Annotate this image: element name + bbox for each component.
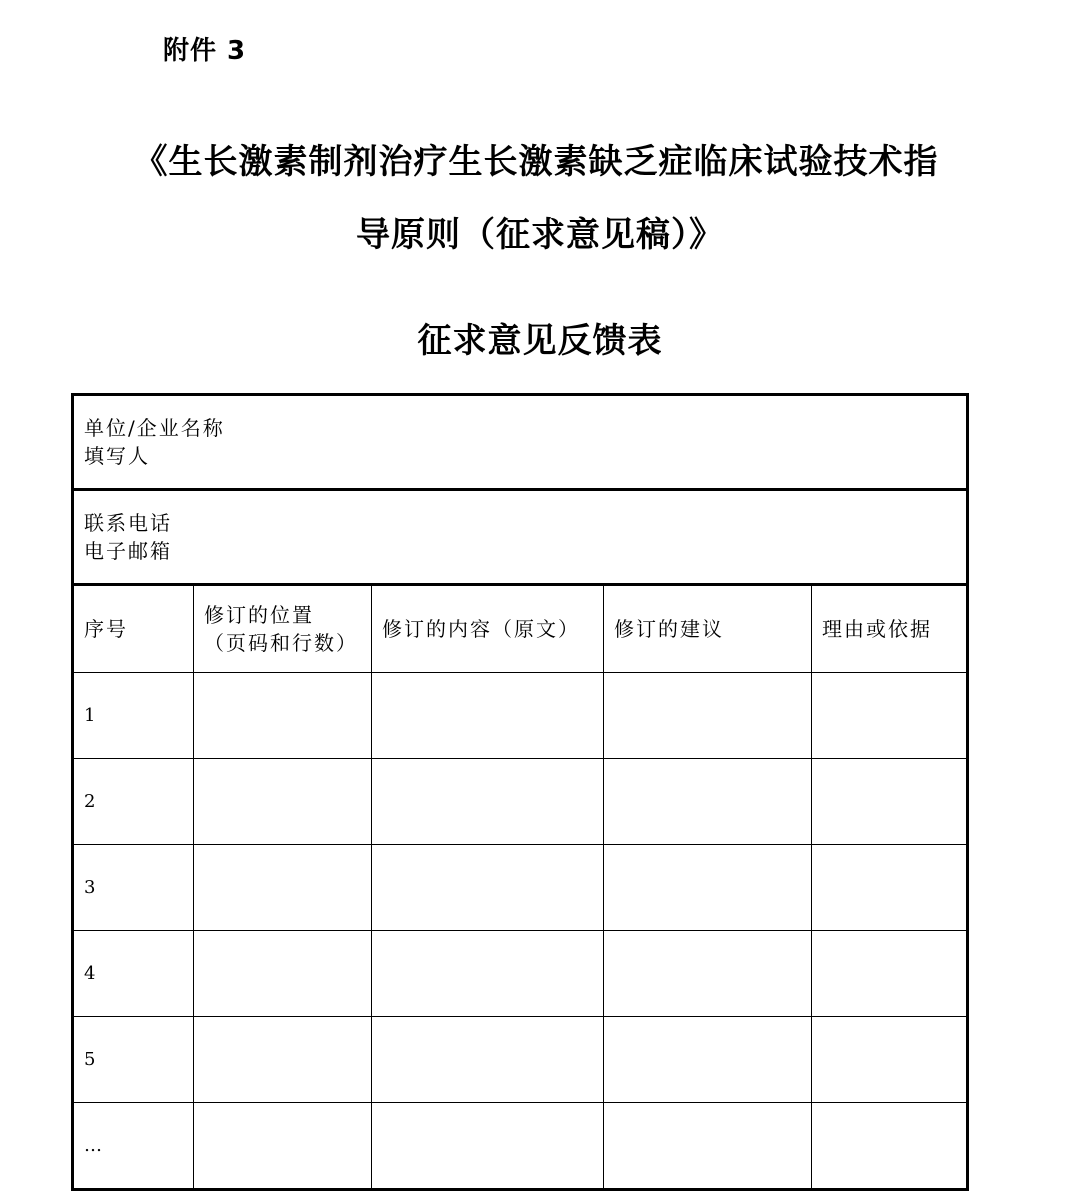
header-position-line2: （页码和行数） [204,631,358,655]
position-cell[interactable] [194,673,372,759]
form-title: 征求意见反馈表 [417,321,663,361]
reason-cell[interactable] [812,931,968,1017]
table-row [73,931,968,1017]
suggestion-cell[interactable] [604,931,812,1017]
reason-cell[interactable] [812,845,968,931]
suggestion-cell[interactable] [604,1017,812,1103]
org-info-cell[interactable] [73,395,968,490]
position-cell[interactable] [194,931,372,1017]
table-row [73,759,968,845]
table-row [73,1017,968,1103]
reason-cell[interactable] [812,1017,968,1103]
org-name-label: 单位/企业名称 [84,416,225,440]
content-cell[interactable] [372,1103,604,1190]
reason-cell[interactable] [812,1103,968,1190]
document-title-line2: 导原则（征求意见稿）》 [356,215,724,255]
content-cell[interactable] [372,845,604,931]
row-number: 3 [73,845,194,931]
suggestion-cell[interactable] [604,673,812,759]
content-cell[interactable] [372,1017,604,1103]
row-number: 1 [73,673,194,759]
row-number: 5 [73,1017,194,1103]
table-row [73,845,968,931]
header-position-line1: 修订的位置 [204,603,314,627]
table-header-row [73,585,968,673]
feedback-form-table [71,393,969,1191]
suggestion-cell[interactable] [604,845,812,931]
position-cell[interactable] [194,759,372,845]
document-title-line1: 《生长激素制剂治疗生长激素缺乏症临床试验技术指 [133,142,939,182]
row-number: 2 [73,759,194,845]
phone-label: 联系电话 [84,511,172,535]
org-info-row [73,395,968,490]
contact-info-row [73,490,968,585]
header-position [194,585,372,673]
row-number: 4 [73,931,194,1017]
position-cell[interactable] [194,1103,372,1190]
header-reason: 理由或依据 [812,585,968,673]
table-row [73,673,968,759]
row-number: … [73,1103,194,1190]
attachment-label: 附件 3 [163,36,247,66]
position-cell[interactable] [194,1017,372,1103]
header-seq: 序号 [73,585,194,673]
table-row [73,1103,968,1190]
content-cell[interactable] [372,931,604,1017]
reason-cell[interactable] [812,673,968,759]
email-label: 电子邮箱 [84,539,172,563]
header-suggestion: 修订的建议 [604,585,812,673]
content-cell[interactable] [372,673,604,759]
content-cell[interactable] [372,759,604,845]
suggestion-cell[interactable] [604,1103,812,1190]
reason-cell[interactable] [812,759,968,845]
suggestion-cell[interactable] [604,759,812,845]
filler-label: 填写人 [84,444,150,468]
header-content: 修订的内容（原文） [372,585,604,673]
position-cell[interactable] [194,845,372,931]
contact-info-cell[interactable] [73,490,968,585]
